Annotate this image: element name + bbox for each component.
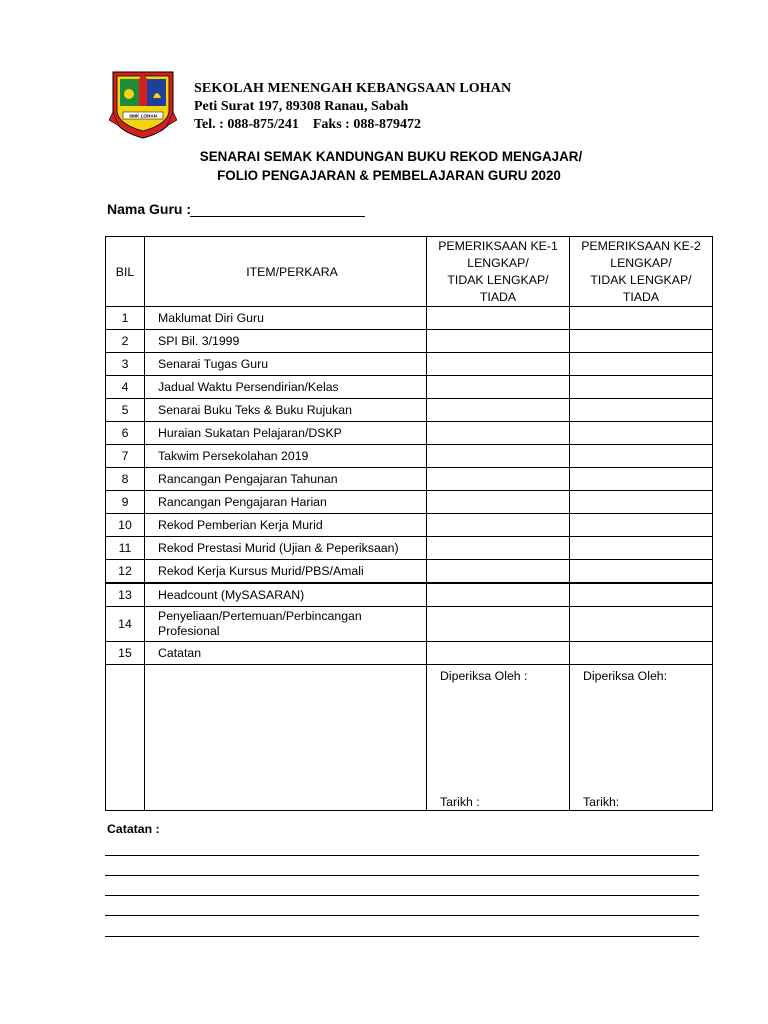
school-fax: Faks : 088-879472 [312,117,421,132]
row-number: 14 [106,607,145,642]
signature-blank-cell [106,665,145,811]
table-row [106,422,713,445]
header-check-2-line: PEMERIKSAAN KE-2 [581,239,701,253]
row-item: Penyeliaan/Pertemuan/Perbincangan Profesional [145,607,427,642]
row-item: Headcount (MySASARAN) [145,583,427,607]
header-check-2-line: LENGKAP/ [610,256,672,270]
table-row [106,353,713,376]
row-item: Huraian Sukatan Pelajaran/DSKP [145,422,427,445]
row-number: 1 [106,307,145,330]
check-1-cell[interactable] [427,537,570,560]
check-1-cell[interactable] [427,642,570,665]
row-number: 7 [106,445,145,468]
check-2-cell[interactable] [570,560,713,584]
check-2-cell[interactable] [570,607,713,642]
check-2-cell[interactable] [570,353,713,376]
check-2-cell[interactable] [570,307,713,330]
header-check-2-line: TIADA [622,290,660,304]
check-1-cell[interactable] [427,307,570,330]
checked-by-label-1: Diperiksa Oleh : [440,669,528,683]
notes-line[interactable] [105,875,699,876]
school-contact [194,116,511,134]
header-bil: BIL [106,237,145,307]
check-2-cell[interactable] [570,491,713,514]
row-item: Senarai Tugas Guru [145,353,427,376]
document-title-line1: SENARAI SEMAK KANDUNGAN BUKU REKOD MENGAJAR/ [199,149,583,164]
row-number: 4 [106,376,145,399]
check-2-cell[interactable] [570,514,713,537]
check-1-cell[interactable] [427,491,570,514]
row-number: 2 [106,330,145,353]
table-row [106,468,713,491]
crest-motto-text: SMK LOHAN [129,113,157,119]
check-1-cell[interactable] [427,399,570,422]
school-name: SEKOLAH MENENGAH KEBANGSAAN LOHAN [194,81,512,96]
school-address: Peti Surat 197, 89308 Ranau, Sabah [194,99,409,114]
row-number: 12 [106,560,145,584]
row-number: 3 [106,353,145,376]
check-2-cell[interactable] [570,537,713,560]
check-2-cell[interactable] [570,642,713,665]
table-row [106,537,713,560]
row-item: Senarai Buku Teks & Buku Rujukan [145,399,427,422]
header-check-1-line: TIADA [479,290,517,304]
check-2-cell[interactable] [570,376,713,399]
signature-cell-2[interactable] [570,665,713,811]
date-label-1: Tarikh : [440,795,480,809]
check-1-cell[interactable] [427,353,570,376]
check-2-cell[interactable] [570,583,713,607]
teacher-name-field[interactable] [190,216,365,217]
check-1-cell[interactable] [427,376,570,399]
check-2-cell[interactable] [570,399,713,422]
table-row [106,583,713,607]
check-1-cell[interactable] [427,330,570,353]
check-1-cell[interactable] [427,445,570,468]
header-item: ITEM/PERKARA [145,237,427,307]
header-check-1 [427,237,570,307]
table-row [106,445,713,468]
row-number: 15 [106,642,145,665]
row-number: 6 [106,422,145,445]
check-2-cell[interactable] [570,330,713,353]
check-1-cell[interactable] [427,607,570,642]
notes-line[interactable] [105,855,699,856]
signature-row [106,665,713,811]
check-2-cell[interactable] [570,422,713,445]
row-item: Jadual Waktu Persendirian/Kelas [145,376,427,399]
table-header-row [106,237,713,307]
date-label-2: Tarikh: [583,795,620,809]
row-item: Rekod Prestasi Murid (Ujian & Peperiksaan) [145,537,427,560]
row-number: 13 [106,583,145,607]
checklist-table [105,236,713,811]
header-check-1-line: LENGKAP/ [467,256,529,270]
check-2-cell[interactable] [570,468,713,491]
signature-notes-cell[interactable] [145,665,427,811]
school-header [194,80,511,134]
row-number: 5 [106,399,145,422]
table-row [106,376,713,399]
checked-by-label-2: Diperiksa Oleh: [583,669,668,683]
table-row [106,399,713,422]
row-number: 8 [106,468,145,491]
header-check-2-line: TIDAK LENGKAP/ [590,273,692,287]
row-item: Maklumat Diri Guru [145,307,427,330]
check-1-cell[interactable] [427,583,570,607]
row-number: 9 [106,491,145,514]
teacher-name-label: Nama Guru : [107,201,192,217]
row-number: 11 [106,537,145,560]
header-check-1-line: TIDAK LENGKAP/ [447,273,549,287]
table-row [106,330,713,353]
table-row [106,307,713,330]
row-item: Rekod Pemberian Kerja Murid [145,514,427,537]
table-row [106,607,713,642]
row-item: Rancangan Pengajaran Tahunan [145,468,427,491]
check-1-cell[interactable] [427,514,570,537]
row-item: Takwim Persekolahan 2019 [145,445,427,468]
row-item: SPI Bil. 3/1999 [145,330,427,353]
row-item: Catatan [145,642,427,665]
table-row [106,514,713,537]
check-2-cell[interactable] [570,445,713,468]
notes-label: Catatan : [107,822,160,836]
check-1-cell[interactable] [427,422,570,445]
header-check-1-line: PEMERIKSAAN KE-1 [438,239,558,253]
row-number: 10 [106,514,145,537]
signature-cell-1[interactable] [427,665,570,811]
notes-line[interactable] [105,915,699,916]
school-crest-logo [109,68,177,140]
header-check-2 [570,237,713,307]
notes-line[interactable] [105,895,699,896]
table-row [106,560,713,584]
table-row [106,491,713,514]
row-item: Rancangan Pengajaran Harian [145,491,427,514]
notes-line[interactable] [105,936,699,937]
row-item: Rekod Kerja Kursus Murid/PBS/Amali [145,560,427,584]
table-row [106,642,713,665]
check-1-cell[interactable] [427,468,570,491]
school-phone: Tel. : 088-875/241 [194,117,299,132]
document-title-line2: FOLIO PENGAJARAN & PEMBELAJARAN GURU 2020 [217,168,561,183]
check-1-cell[interactable] [427,560,570,584]
